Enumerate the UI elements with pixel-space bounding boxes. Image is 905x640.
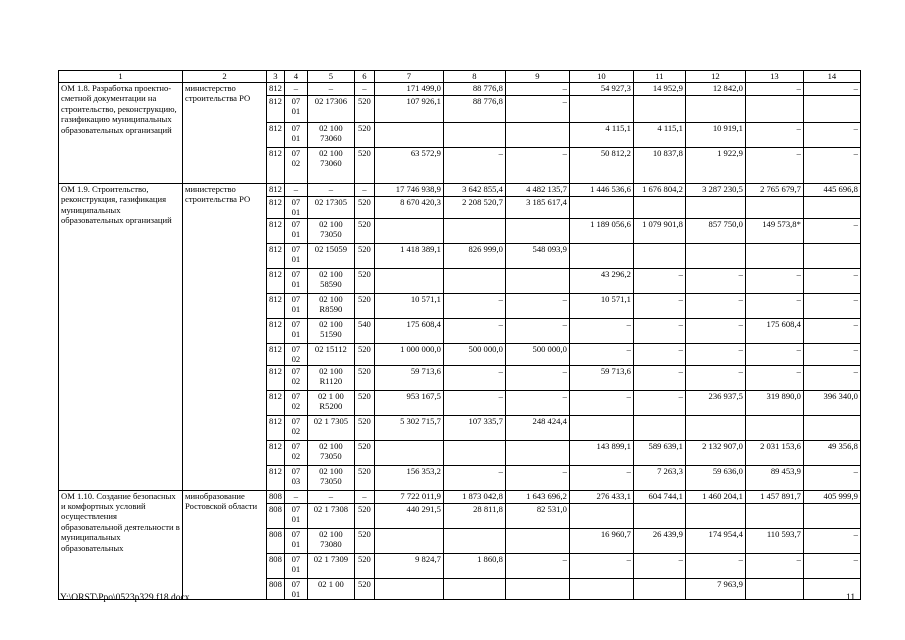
column-number: 3 — [267, 71, 285, 83]
column-number: 13 — [745, 71, 803, 83]
column-number: 2 — [183, 71, 267, 83]
value-cell — [633, 503, 685, 528]
section-code: 07 01 — [284, 503, 307, 528]
value-cell: 107 335,7 — [443, 415, 505, 440]
file-path: Y:\ORST\Ppo\0523p329.f18.docx — [60, 593, 190, 603]
value-cell — [685, 415, 745, 440]
value-cell: 4 115,1 — [569, 123, 633, 148]
ministry-code: 808 — [267, 528, 285, 553]
value-cell: 143 899,1 — [569, 440, 633, 465]
value-cell: – — [505, 553, 569, 578]
target-article: 02 100 73050 — [307, 218, 354, 243]
value-cell — [745, 197, 803, 219]
value-cell: 88 776,8 — [443, 96, 505, 123]
value-cell: 43 296,2 — [569, 268, 633, 293]
ministry-code: 812 — [267, 343, 285, 365]
target-article: – — [307, 83, 354, 96]
value-cell — [745, 503, 803, 528]
ministry-code: 808 — [267, 553, 285, 578]
value-cell — [443, 123, 505, 148]
value-cell: – — [505, 390, 569, 415]
expense-type: 520 — [354, 440, 374, 465]
value-cell — [443, 218, 505, 243]
value-cell: 174 954,4 — [685, 528, 745, 553]
section-code: 07 01 — [284, 96, 307, 123]
section-code: 07 01 — [284, 268, 307, 293]
value-cell: 319 890,0 — [745, 390, 803, 415]
ministry-code: 812 — [267, 415, 285, 440]
target-article: 02 15059 — [307, 243, 354, 268]
value-cell — [505, 528, 569, 553]
executor: минобразование Ростовской области — [183, 490, 267, 600]
value-cell: 1 446 536,6 — [569, 184, 633, 197]
section-code: – — [284, 184, 307, 197]
value-cell: – — [633, 553, 685, 578]
value-cell: 89 453,9 — [745, 465, 803, 490]
expense-type: 520 — [354, 243, 374, 268]
expense-type: 540 — [354, 318, 374, 343]
column-number: 14 — [803, 71, 860, 83]
value-cell: 440 291,5 — [374, 503, 443, 528]
value-cell: 589 639,1 — [633, 440, 685, 465]
value-cell — [685, 96, 745, 123]
table-row — [59, 83, 861, 96]
target-article: – — [307, 184, 354, 197]
ministry-code: 812 — [267, 440, 285, 465]
value-cell — [745, 415, 803, 440]
value-cell: 59 713,6 — [374, 365, 443, 390]
value-cell: 10 919,1 — [685, 123, 745, 148]
value-cell — [745, 96, 803, 123]
value-cell: 3 642 855,4 — [443, 184, 505, 197]
ministry-code: 812 — [267, 243, 285, 268]
ministry-code: 812 — [267, 184, 285, 197]
target-article: 02 100 R8590 — [307, 293, 354, 318]
section-code: 07 01 — [284, 528, 307, 553]
target-article: 02 100 73050 — [307, 465, 354, 490]
value-cell: – — [803, 365, 860, 390]
value-cell — [569, 503, 633, 528]
target-article: 02 1 7308 — [307, 503, 354, 528]
target-article: 02 1 00 — [307, 578, 354, 600]
value-cell: – — [803, 318, 860, 343]
value-cell — [633, 197, 685, 219]
value-cell — [569, 578, 633, 600]
section-code: 07 02 — [284, 440, 307, 465]
section-code: 07 01 — [284, 553, 307, 578]
value-cell: 7 263,3 — [633, 465, 685, 490]
target-article: 02 100 51590 — [307, 318, 354, 343]
value-cell: 9 824,7 — [374, 553, 443, 578]
section-code: 07 02 — [284, 365, 307, 390]
expense-type: 520 — [354, 553, 374, 578]
value-cell: 248 424,4 — [505, 415, 569, 440]
value-cell: 548 093,9 — [505, 243, 569, 268]
ministry-code: 812 — [267, 123, 285, 148]
value-cell — [505, 440, 569, 465]
section-code: 07 01 — [284, 197, 307, 219]
section-code: 07 01 — [284, 318, 307, 343]
value-cell: – — [803, 268, 860, 293]
value-cell: – — [633, 390, 685, 415]
value-cell — [569, 96, 633, 123]
value-cell: 826 999,0 — [443, 243, 505, 268]
value-cell — [685, 243, 745, 268]
value-cell: – — [803, 528, 860, 553]
ministry-code: 808 — [267, 490, 285, 503]
value-cell: 8 670 420,3 — [374, 197, 443, 219]
column-number: 7 — [374, 71, 443, 83]
value-cell: 49 356,8 — [803, 440, 860, 465]
target-article: 02 100 R1120 — [307, 365, 354, 390]
expense-type: 520 — [354, 390, 374, 415]
value-cell: – — [745, 148, 803, 184]
column-number: 8 — [443, 71, 505, 83]
value-cell: 149 573,8* — [745, 218, 803, 243]
value-cell — [633, 415, 685, 440]
value-cell: – — [803, 123, 860, 148]
value-cell: 88 776,8 — [443, 83, 505, 96]
table-row — [59, 490, 861, 503]
expense-type: 520 — [354, 528, 374, 553]
value-cell — [803, 503, 860, 528]
value-cell: – — [803, 553, 860, 578]
value-cell: 28 811,8 — [443, 503, 505, 528]
value-cell: – — [505, 293, 569, 318]
value-cell: 7 963,9 — [685, 578, 745, 600]
target-article: 02 15112 — [307, 343, 354, 365]
value-cell: 5 302 715,7 — [374, 415, 443, 440]
value-cell: – — [745, 553, 803, 578]
value-cell: – — [505, 465, 569, 490]
expense-type: – — [354, 490, 374, 503]
value-cell: – — [569, 553, 633, 578]
value-cell: – — [569, 390, 633, 415]
value-cell — [443, 440, 505, 465]
ministry-code: 812 — [267, 268, 285, 293]
expense-type: 520 — [354, 503, 374, 528]
value-cell: 10 571,1 — [374, 293, 443, 318]
value-cell: – — [443, 465, 505, 490]
value-cell: 396 340,0 — [803, 390, 860, 415]
value-cell: – — [803, 83, 860, 96]
value-cell: 14 952,9 — [633, 83, 685, 96]
value-cell: 7 722 011,9 — [374, 490, 443, 503]
value-cell: 1 418 389,1 — [374, 243, 443, 268]
value-cell: – — [633, 365, 685, 390]
value-cell: 1 922,9 — [685, 148, 745, 184]
value-cell: 171 499,0 — [374, 83, 443, 96]
value-cell: – — [745, 293, 803, 318]
value-cell: – — [443, 148, 505, 184]
value-cell: – — [685, 343, 745, 365]
value-cell: 1 676 804,2 — [633, 184, 685, 197]
value-cell: – — [685, 553, 745, 578]
value-cell: 236 937,5 — [685, 390, 745, 415]
value-cell: 54 927,3 — [569, 83, 633, 96]
value-cell: 26 439,9 — [633, 528, 685, 553]
expense-type: – — [354, 184, 374, 197]
ministry-code: 808 — [267, 503, 285, 528]
value-cell: – — [505, 83, 569, 96]
value-cell — [685, 503, 745, 528]
header-row — [59, 71, 861, 83]
value-cell: – — [745, 123, 803, 148]
value-cell — [633, 243, 685, 268]
value-cell: – — [745, 343, 803, 365]
value-cell: 17 746 938,9 — [374, 184, 443, 197]
value-cell: – — [633, 293, 685, 318]
value-cell: 276 433,1 — [569, 490, 633, 503]
value-cell: 50 812,2 — [569, 148, 633, 184]
value-cell: – — [505, 148, 569, 184]
section-code: 07 02 — [284, 343, 307, 365]
target-article: 02 1 7309 — [307, 553, 354, 578]
value-cell: – — [633, 343, 685, 365]
section-code: 07 02 — [284, 390, 307, 415]
value-cell: 175 608,4 — [374, 318, 443, 343]
value-cell: – — [443, 293, 505, 318]
value-cell: 175 608,4 — [745, 318, 803, 343]
target-article: 02 1 7305 — [307, 415, 354, 440]
value-cell: – — [633, 268, 685, 293]
value-cell: 3 185 617,4 — [505, 197, 569, 219]
expense-type: – — [354, 83, 374, 96]
section-code: 07 01 — [284, 243, 307, 268]
value-cell: – — [633, 318, 685, 343]
section-code: 07 03 — [284, 465, 307, 490]
value-cell: – — [569, 343, 633, 365]
value-cell — [443, 578, 505, 600]
target-article: – — [307, 490, 354, 503]
value-cell: – — [505, 318, 569, 343]
expense-type: 520 — [354, 218, 374, 243]
expense-type: 520 — [354, 293, 374, 318]
value-cell: – — [803, 148, 860, 184]
value-cell: – — [803, 343, 860, 365]
value-cell — [505, 123, 569, 148]
value-cell: 500 000,0 — [505, 343, 569, 365]
value-cell: 500 000,0 — [443, 343, 505, 365]
value-cell: 1 457 891,7 — [745, 490, 803, 503]
value-cell: 59 713,6 — [569, 365, 633, 390]
value-cell: 2 132 907,0 — [685, 440, 745, 465]
value-cell: 12 842,0 — [685, 83, 745, 96]
target-article: 02 1 00 R5200 — [307, 390, 354, 415]
value-cell — [633, 96, 685, 123]
target-article: 02 100 73060 — [307, 148, 354, 184]
value-cell: 16 960,7 — [569, 528, 633, 553]
value-cell: 604 744,1 — [633, 490, 685, 503]
value-cell — [745, 243, 803, 268]
page-number: 11 — [846, 593, 856, 603]
value-cell: – — [685, 293, 745, 318]
value-cell — [374, 268, 443, 293]
value-cell: 1 873 042,8 — [443, 490, 505, 503]
value-cell — [443, 528, 505, 553]
value-cell: – — [505, 365, 569, 390]
ministry-code: 812 — [267, 390, 285, 415]
measure-name: ОМ 1.9. Строительство, реконструкция, газификация муниципальных образовательных организаций — [59, 184, 183, 491]
section-code: – — [284, 490, 307, 503]
column-number: 10 — [569, 71, 633, 83]
value-cell: – — [443, 390, 505, 415]
section-code: 07 02 — [284, 415, 307, 440]
value-cell: – — [803, 293, 860, 318]
value-cell — [569, 415, 633, 440]
ministry-code: 812 — [267, 318, 285, 343]
section-code: 07 02 — [284, 148, 307, 184]
target-article: 02 100 73080 — [307, 528, 354, 553]
value-cell — [505, 218, 569, 243]
value-cell: – — [443, 365, 505, 390]
column-number: 6 — [354, 71, 374, 83]
value-cell — [803, 243, 860, 268]
value-cell: 953 167,5 — [374, 390, 443, 415]
value-cell — [633, 578, 685, 600]
value-cell: 445 696,8 — [803, 184, 860, 197]
target-article: 02 100 73050 — [307, 440, 354, 465]
value-cell — [374, 578, 443, 600]
table-row — [59, 184, 861, 197]
expense-type: 520 — [354, 465, 374, 490]
ministry-code: 812 — [267, 218, 285, 243]
value-cell: – — [745, 365, 803, 390]
expense-type: 520 — [354, 578, 374, 600]
value-cell — [685, 197, 745, 219]
value-cell: 10 837,8 — [633, 148, 685, 184]
measure-name: ОМ 1.8. Разработка проектно-сметной документации на строительство, реконструкцию, газификацию муниципальных образовательных организаций — [59, 83, 183, 184]
ministry-code: 808 — [267, 578, 285, 600]
value-cell: – — [803, 465, 860, 490]
section-code: 07 01 — [284, 293, 307, 318]
executor: министерство строительства РО — [183, 83, 267, 184]
ministry-code: 812 — [267, 96, 285, 123]
value-cell: 1 000 000,0 — [374, 343, 443, 365]
value-cell: 59 636,0 — [685, 465, 745, 490]
target-article: 02 100 73060 — [307, 123, 354, 148]
section-code: 07 01 — [284, 578, 307, 600]
value-cell — [374, 440, 443, 465]
column-number: 5 — [307, 71, 354, 83]
ministry-code: 812 — [267, 465, 285, 490]
section-code: 07 01 — [284, 123, 307, 148]
value-cell — [374, 528, 443, 553]
expense-type: 520 — [354, 365, 374, 390]
value-cell: 82 531,0 — [505, 503, 569, 528]
ministry-code: 812 — [267, 148, 285, 184]
value-cell: 110 593,7 — [745, 528, 803, 553]
expense-type: 520 — [354, 96, 374, 123]
value-cell: 3 287 230,5 — [685, 184, 745, 197]
value-cell: 1 860,8 — [443, 553, 505, 578]
value-cell: 1 189 056,6 — [569, 218, 633, 243]
value-cell: 2 765 679,7 — [745, 184, 803, 197]
value-cell: 4 482 135,7 — [505, 184, 569, 197]
value-cell: 10 571,1 — [569, 293, 633, 318]
value-cell — [374, 123, 443, 148]
ministry-code: 812 — [267, 293, 285, 318]
column-number: 11 — [633, 71, 685, 83]
value-cell: – — [745, 83, 803, 96]
value-cell: – — [745, 268, 803, 293]
column-number: 12 — [685, 71, 745, 83]
value-cell: – — [505, 96, 569, 123]
value-cell — [803, 197, 860, 219]
value-cell: 405 999,9 — [803, 490, 860, 503]
ministry-code: 812 — [267, 197, 285, 219]
value-cell: – — [569, 318, 633, 343]
column-number: 9 — [505, 71, 569, 83]
section-code: 07 01 — [284, 218, 307, 243]
value-cell — [803, 415, 860, 440]
value-cell — [505, 578, 569, 600]
measure-name: ОМ 1.10. Создание безопасных и комфортных условий осуществления образовательной деятельности в муниципальных образовательных — [59, 490, 183, 600]
value-cell: – — [569, 465, 633, 490]
expense-type: 520 — [354, 123, 374, 148]
expense-type: 520 — [354, 343, 374, 365]
value-cell — [745, 578, 803, 600]
value-cell — [505, 268, 569, 293]
value-cell: – — [443, 318, 505, 343]
section-code: – — [284, 83, 307, 96]
ministry-code: 812 — [267, 83, 285, 96]
column-number: 1 — [59, 71, 183, 83]
target-article: 02 100 58590 — [307, 268, 354, 293]
value-cell: – — [803, 218, 860, 243]
value-cell — [803, 96, 860, 123]
value-cell — [443, 268, 505, 293]
value-cell: 857 750,0 — [685, 218, 745, 243]
ministry-code: 812 — [267, 365, 285, 390]
value-cell: 2 208 520,7 — [443, 197, 505, 219]
value-cell — [374, 218, 443, 243]
executor: министерство строительства РО — [183, 184, 267, 491]
value-cell: 4 115,1 — [633, 123, 685, 148]
value-cell: – — [685, 365, 745, 390]
value-cell — [569, 197, 633, 219]
value-cell: 1 460 204,1 — [685, 490, 745, 503]
column-number: 4 — [284, 71, 307, 83]
value-cell: 1 643 696,2 — [505, 490, 569, 503]
expense-type: 520 — [354, 197, 374, 219]
value-cell: 107 926,1 — [374, 96, 443, 123]
value-cell: 2 031 153,6 — [745, 440, 803, 465]
expense-type: 520 — [354, 148, 374, 184]
value-cell: 63 572,9 — [374, 148, 443, 184]
expense-type: 520 — [354, 268, 374, 293]
value-cell: 156 353,2 — [374, 465, 443, 490]
target-article: 02 17305 — [307, 197, 354, 219]
value-cell: – — [685, 268, 745, 293]
value-cell: – — [685, 318, 745, 343]
value-cell: 1 079 901,8 — [633, 218, 685, 243]
expense-type: 520 — [354, 415, 374, 440]
budget-table — [58, 70, 861, 600]
value-cell — [569, 243, 633, 268]
target-article: 02 17306 — [307, 96, 354, 123]
